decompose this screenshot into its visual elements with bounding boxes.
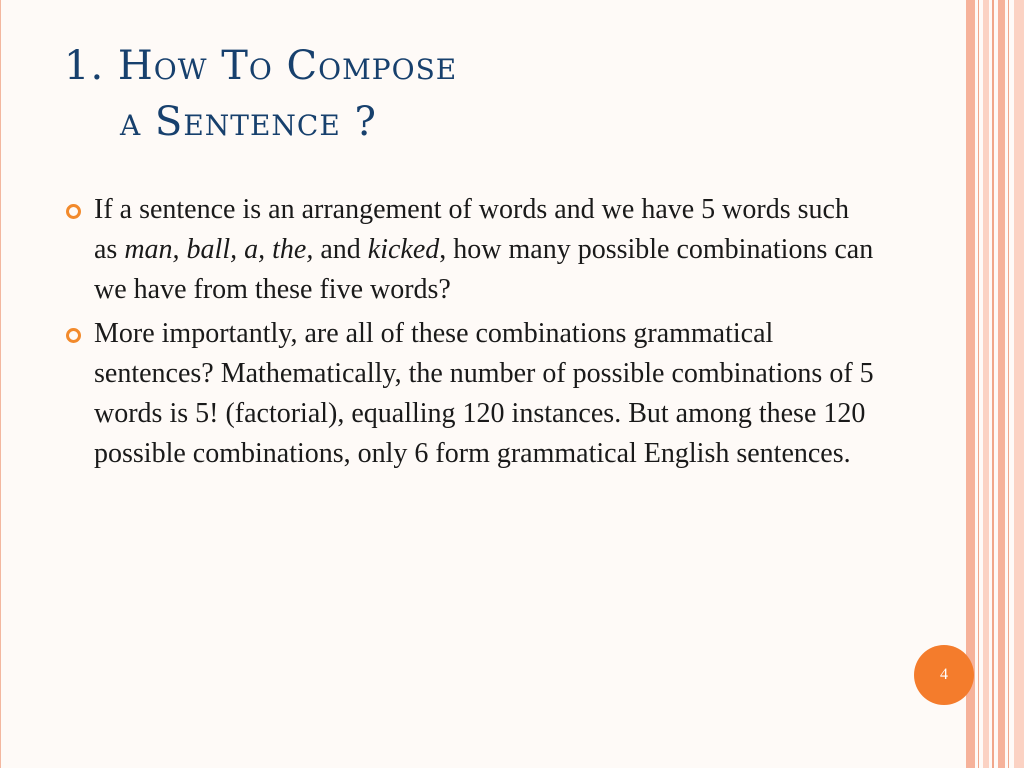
- page-number-badge: [914, 645, 974, 705]
- bullet-circle-icon: [66, 328, 81, 343]
- side-stripe: [978, 0, 979, 768]
- bullet-item-2: [64, 314, 874, 474]
- bullet-segment: and: [313, 234, 368, 265]
- side-stripe: [1008, 0, 1009, 768]
- slide-title-line-1: 1. How To Compose: [64, 43, 458, 89]
- bullet-item-1: [64, 190, 874, 310]
- bullet-list: [64, 190, 874, 478]
- side-stripe: [1014, 0, 1024, 768]
- side-stripe: [966, 0, 975, 768]
- bullet-segment-italic: kicked: [367, 234, 440, 265]
- bullet-segment: , how many possible combinations can we have from these five words?: [94, 234, 874, 305]
- page-number: 4: [940, 666, 948, 683]
- side-stripe: [983, 0, 989, 768]
- bullet-segment: If a sentence is an arrangement of words and we have 5 words such as: [94, 194, 849, 265]
- bullet-segment-italic: man, ball, a, the,: [124, 234, 314, 265]
- bullet-text: More importantly, are all of these combinations grammatical sentences? Mathematically, the number of possible combinations of 5 words is 5! (factorial), equalling 120 instances. But among these 120 possible combinations, only 6 form grammatical English sentences.: [94, 318, 874, 469]
- bullet-text: [94, 194, 873, 305]
- bullet-circle-icon: [66, 204, 81, 219]
- slide-title-line-2: a Sentence ?: [120, 99, 377, 145]
- side-stripe: [998, 0, 1005, 768]
- slide-title: [64, 38, 944, 150]
- side-stripe: [992, 0, 994, 768]
